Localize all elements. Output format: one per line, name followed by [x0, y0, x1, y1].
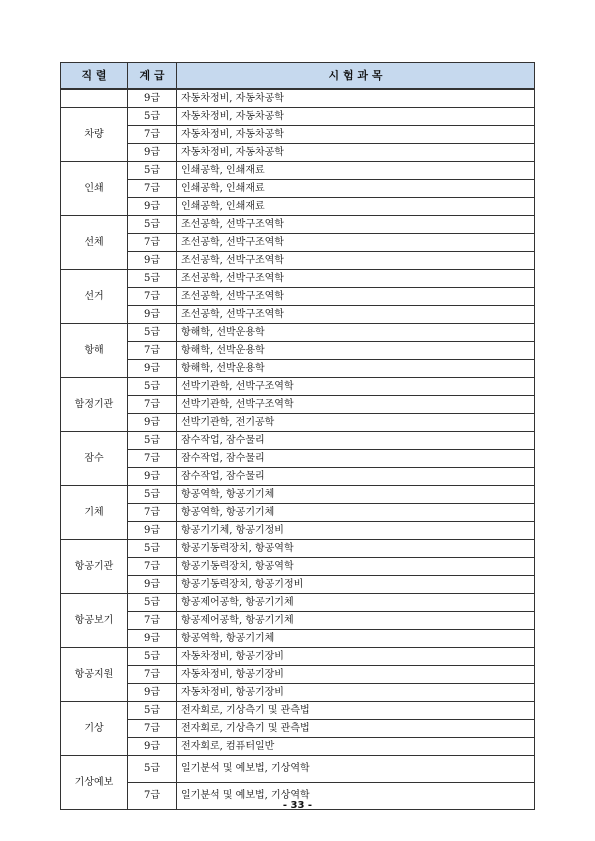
subjects-cell: 항공제어공학, 항공기기체 [177, 612, 535, 630]
job-cell: 차량 [61, 108, 128, 162]
grade-cell: 7급 [128, 612, 177, 630]
grade-cell: 9급 [128, 198, 177, 216]
subjects-cell: 자동차정비, 항공기장비 [177, 666, 535, 684]
job-cell: 인쇄 [61, 162, 128, 216]
subjects-cell: 인쇄공학, 인쇄재료 [177, 180, 535, 198]
subjects-cell: 항공역학, 항공기기체 [177, 504, 535, 522]
grade-cell: 7급 [128, 288, 177, 306]
grade-cell: 5급 [128, 540, 177, 558]
subjects-cell: 자동차정비, 자동차공학 [177, 89, 535, 108]
subjects-cell: 항공기동력장치, 항공역학 [177, 558, 535, 576]
subjects-cell: 항공제어공학, 항공기기체 [177, 594, 535, 612]
table-row [61, 216, 535, 234]
subjects-cell: 조선공학, 선박구조역학 [177, 306, 535, 324]
job-cell: 함정기관 [61, 378, 128, 432]
subjects-cell: 조선공학, 선박구조역학 [177, 234, 535, 252]
table-row [61, 198, 535, 216]
table-row [61, 702, 535, 720]
subjects-cell: 항공기기체, 항공기정비 [177, 522, 535, 540]
subjects-cell: 일기분석 및 예보법, 기상역학 [177, 756, 535, 783]
job-cell: 선체 [61, 216, 128, 270]
table-row [61, 594, 535, 612]
job-cell: 기상예보 [61, 756, 128, 810]
grade-cell: 5급 [128, 756, 177, 783]
table-header-row [61, 63, 535, 90]
header-subjects: 시 험 과 목 [177, 63, 535, 90]
grade-cell: 7급 [128, 666, 177, 684]
grade-cell: 5급 [128, 324, 177, 342]
subjects-cell: 자동차정비, 항공기장비 [177, 648, 535, 666]
table-row [61, 288, 535, 306]
job-cell: 항공지원 [61, 648, 128, 702]
job-cell: 항공보기 [61, 594, 128, 648]
grade-cell: 7급 [128, 342, 177, 360]
job-cell: 기상 [61, 702, 128, 756]
subjects-cell: 항공역학, 항공기기체 [177, 630, 535, 648]
table-row [61, 270, 535, 288]
subjects-cell: 선박기관학, 선박구조역학 [177, 378, 535, 396]
subjects-cell: 항해학, 선박운용학 [177, 360, 535, 378]
table-row [61, 612, 535, 630]
subjects-cell: 자동차정비, 항공기장비 [177, 684, 535, 702]
header-job: 직 렬 [61, 63, 128, 90]
table-row [61, 720, 535, 738]
table-row [61, 126, 535, 144]
table-row [61, 144, 535, 162]
table-row [61, 450, 535, 468]
job-cell [61, 89, 128, 108]
grade-cell: 7급 [128, 126, 177, 144]
grade-cell: 9급 [128, 89, 177, 108]
table-row [61, 432, 535, 450]
subjects-cell: 잠수작업, 잠수물리 [177, 432, 535, 450]
table-row [61, 180, 535, 198]
table-row [61, 306, 535, 324]
table-row [61, 414, 535, 432]
table-row [61, 162, 535, 180]
subjects-cell: 전자회로, 컴퓨터일반 [177, 738, 535, 756]
job-cell: 잠수 [61, 432, 128, 486]
grade-cell: 7급 [128, 396, 177, 414]
subjects-cell: 조선공학, 선박구조역학 [177, 252, 535, 270]
table-row [61, 342, 535, 360]
grade-cell: 5급 [128, 270, 177, 288]
grade-cell: 7급 [128, 450, 177, 468]
grade-cell: 7급 [128, 234, 177, 252]
subjects-cell: 전자회로, 기상측기 및 관측법 [177, 720, 535, 738]
table-row [61, 756, 535, 783]
table-row [61, 576, 535, 594]
table-row [61, 468, 535, 486]
grade-cell: 5급 [128, 594, 177, 612]
grade-cell: 9급 [128, 522, 177, 540]
table-row [61, 252, 535, 270]
grade-cell: 9급 [128, 738, 177, 756]
grade-cell: 9급 [128, 252, 177, 270]
page-number: - 33 - [282, 800, 313, 811]
grade-cell: 9급 [128, 468, 177, 486]
subjects-cell: 조선공학, 선박구조역학 [177, 216, 535, 234]
subjects-cell: 자동차정비, 자동차공학 [177, 108, 535, 126]
subjects-cell: 항해학, 선박운용학 [177, 324, 535, 342]
exam-subjects-table [60, 62, 535, 810]
table-row [61, 630, 535, 648]
subjects-cell: 항공기동력장치, 항공기정비 [177, 576, 535, 594]
table-body [61, 89, 535, 810]
grade-cell: 7급 [128, 720, 177, 738]
subjects-cell: 인쇄공학, 인쇄재료 [177, 198, 535, 216]
subjects-cell: 자동차정비, 자동차공학 [177, 144, 535, 162]
subjects-cell: 전자회로, 기상측기 및 관측법 [177, 702, 535, 720]
grade-cell: 5급 [128, 378, 177, 396]
table-row [61, 486, 535, 504]
table-row [61, 666, 535, 684]
table-row [61, 108, 535, 126]
table-row [61, 324, 535, 342]
table-row [61, 558, 535, 576]
table-row [61, 360, 535, 378]
subjects-cell: 항공역학, 항공기기체 [177, 486, 535, 504]
grade-cell: 5급 [128, 432, 177, 450]
subjects-cell: 자동차정비, 자동차공학 [177, 126, 535, 144]
grade-cell: 5급 [128, 108, 177, 126]
job-cell: 항공기관 [61, 540, 128, 594]
table-row [61, 738, 535, 756]
grade-cell: 9급 [128, 360, 177, 378]
subjects-cell: 잠수작업, 잠수물리 [177, 468, 535, 486]
subjects-cell: 선박기관학, 선박구조역학 [177, 396, 535, 414]
job-cell: 기체 [61, 486, 128, 540]
subjects-cell: 항해학, 선박운용학 [177, 342, 535, 360]
table-row [61, 684, 535, 702]
table-row [61, 504, 535, 522]
subjects-cell: 일기분석 및 예보법, 기상역학 [177, 783, 535, 810]
grade-cell: 7급 [128, 558, 177, 576]
grade-cell: 5급 [128, 702, 177, 720]
job-cell: 선거 [61, 270, 128, 324]
table-row [61, 648, 535, 666]
subjects-cell: 인쇄공학, 인쇄재료 [177, 162, 535, 180]
grade-cell: 9급 [128, 630, 177, 648]
table-row [61, 522, 535, 540]
grade-cell: 5급 [128, 648, 177, 666]
grade-cell: 9급 [128, 144, 177, 162]
subjects-cell: 선박기관학, 전기공학 [177, 414, 535, 432]
table-row [61, 540, 535, 558]
grade-cell: 7급 [128, 783, 177, 810]
table-row [61, 396, 535, 414]
grade-cell: 5급 [128, 162, 177, 180]
grade-cell: 9급 [128, 414, 177, 432]
grade-cell: 7급 [128, 504, 177, 522]
grade-cell: 5급 [128, 216, 177, 234]
grade-cell: 5급 [128, 486, 177, 504]
subjects-cell: 잠수작업, 잠수물리 [177, 450, 535, 468]
subjects-cell: 항공기동력장치, 항공역학 [177, 540, 535, 558]
grade-cell: 9급 [128, 576, 177, 594]
table-row [61, 378, 535, 396]
subjects-cell: 조선공학, 선박구조역학 [177, 270, 535, 288]
table-row [61, 89, 535, 108]
header-grade: 계 급 [128, 63, 177, 90]
table-row [61, 234, 535, 252]
grade-cell: 7급 [128, 180, 177, 198]
job-cell: 항해 [61, 324, 128, 378]
grade-cell: 9급 [128, 684, 177, 702]
subjects-cell: 조선공학, 선박구조역학 [177, 288, 535, 306]
grade-cell: 9급 [128, 306, 177, 324]
